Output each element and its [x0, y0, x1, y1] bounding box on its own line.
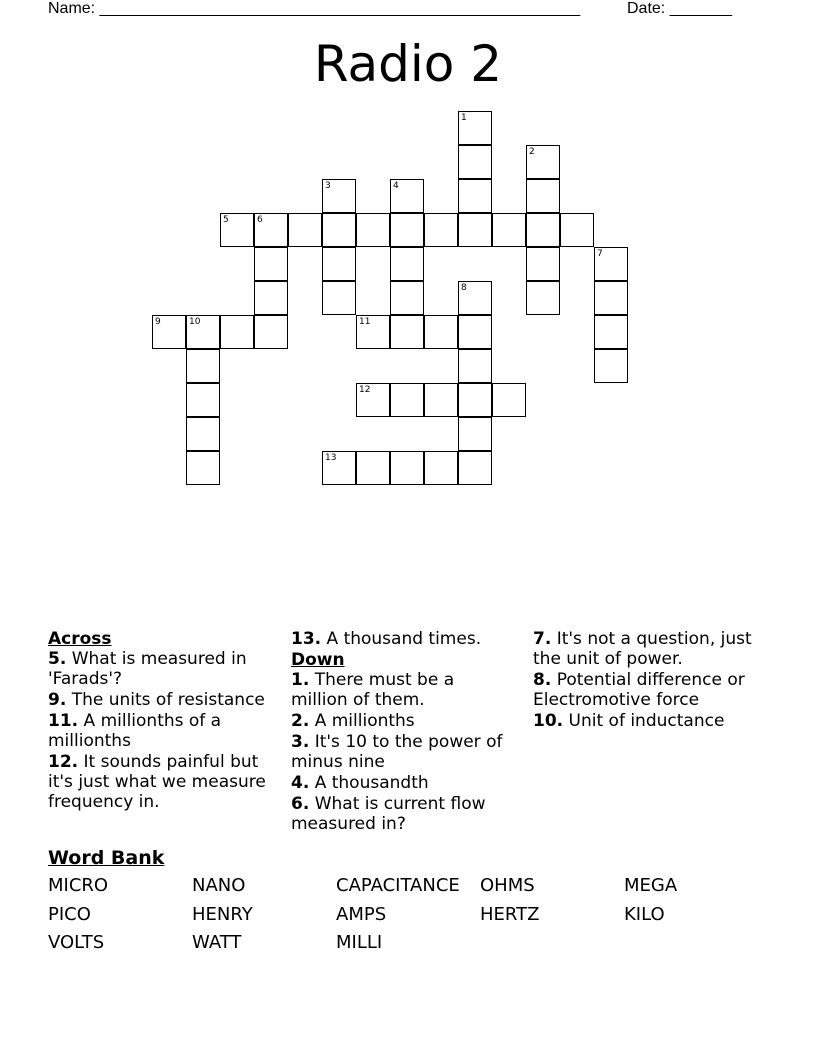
crossword-cell[interactable]	[390, 179, 424, 213]
cell-number: 11	[359, 317, 371, 327]
cell-number: 8	[461, 283, 467, 293]
crossword-cell[interactable]	[322, 179, 356, 213]
crossword-cell[interactable]	[458, 383, 492, 417]
crossword-cell[interactable]	[594, 247, 628, 281]
crossword-cell[interactable]	[322, 247, 356, 281]
word-bank-word: AMPS	[336, 904, 387, 925]
cell-number: 6	[257, 215, 263, 225]
crossword-cell[interactable]	[594, 281, 628, 315]
crossword-cell[interactable]	[254, 281, 288, 315]
down-heading: Down	[291, 650, 345, 670]
word-bank-word: KILO	[624, 904, 665, 925]
crossword-cell[interactable]	[288, 213, 322, 247]
crossword-cell[interactable]	[458, 315, 492, 349]
word-bank-word: OHMS	[480, 875, 535, 896]
across-clue-12: 12. It sounds painful but it's just what we measure frequency in.	[48, 752, 266, 812]
word-bank-word: MILLI	[336, 932, 383, 953]
cell-number: 12	[359, 385, 371, 395]
crossword-cell[interactable]	[458, 281, 492, 315]
crossword-cell[interactable]	[356, 451, 390, 485]
crossword-cell[interactable]	[594, 349, 628, 383]
crossword-cell[interactable]	[390, 281, 424, 315]
word-bank-word: HERTZ	[480, 904, 540, 925]
down-clue-8: 8. Potential difference or Electromotive force	[533, 670, 745, 710]
crossword-cell[interactable]	[186, 315, 220, 349]
word-bank-word: NANO	[192, 875, 246, 896]
crossword-cell[interactable]	[186, 349, 220, 383]
across-clue-11: 11. A millionths of a millionths	[48, 711, 222, 751]
cell-number: 2	[529, 147, 535, 157]
crossword-cell[interactable]	[254, 315, 288, 349]
cell-number: 7	[597, 249, 603, 259]
word-bank-word: PICO	[48, 904, 91, 925]
crossword-cell[interactable]	[458, 179, 492, 213]
cell-number: 4	[393, 181, 399, 191]
crossword-cell[interactable]	[458, 451, 492, 485]
cell-number: 9	[155, 317, 161, 327]
down-clue-1: 1. There must be a million of them.	[291, 670, 455, 710]
word-bank-word: MEGA	[624, 875, 678, 896]
crossword-cell[interactable]	[390, 383, 424, 417]
crossword-cell[interactable]	[186, 451, 220, 485]
down-clue-6: 6. What is current flow measured in?	[291, 794, 486, 834]
word-bank-word: WATT	[192, 932, 242, 953]
cell-number: 5	[223, 215, 229, 225]
crossword-cell[interactable]	[424, 383, 458, 417]
crossword-cell[interactable]	[526, 281, 560, 315]
crossword-cell[interactable]	[152, 315, 186, 349]
across-clue-5: 5. What is measured in 'Farads'?	[48, 649, 247, 689]
down-clue-2: 2. A millionths	[291, 711, 415, 731]
crossword-cell[interactable]	[526, 247, 560, 281]
across-clue-13: 13. A thousand times.	[291, 629, 482, 649]
word-bank-word: CAPACITANCE	[336, 875, 460, 896]
crossword-cell[interactable]	[390, 315, 424, 349]
across-clue-9: 9. The units of resistance	[48, 690, 265, 710]
down-clue-7: 7. It's not a question, just the unit of power.	[533, 629, 752, 669]
crossword-cell[interactable]	[458, 349, 492, 383]
crossword-cell[interactable]	[322, 281, 356, 315]
crossword-cell[interactable]	[458, 111, 492, 145]
page-title: Radio 2	[313, 35, 503, 93]
crossword-cell[interactable]	[458, 145, 492, 179]
crossword-cell[interactable]	[220, 213, 254, 247]
crossword-cell[interactable]	[526, 145, 560, 179]
crossword-cell[interactable]	[594, 315, 628, 349]
cell-number: 10	[189, 317, 201, 327]
word-bank-heading: Word Bank	[48, 847, 165, 869]
name-line: Name: ______________________________________________________	[48, 0, 581, 17]
crossword-cell[interactable]	[254, 213, 288, 247]
crossword-cell[interactable]	[186, 417, 220, 451]
crossword-cell[interactable]	[356, 383, 390, 417]
crossword-cell[interactable]	[390, 247, 424, 281]
cell-number: 13	[325, 453, 337, 463]
crossword-cell[interactable]	[458, 213, 492, 247]
crossword-cell[interactable]	[322, 213, 356, 247]
crossword-cell[interactable]	[526, 213, 560, 247]
cell-number: 1	[461, 113, 467, 123]
word-bank-word: HENRY	[192, 904, 253, 925]
crossword-cell[interactable]	[186, 383, 220, 417]
crossword-cell[interactable]	[322, 451, 356, 485]
down-clue-3: 3. It's 10 to the power of minus nine	[291, 732, 503, 772]
crossword-cell[interactable]	[220, 315, 254, 349]
down-clue-4: 4. A thousandth	[291, 773, 429, 793]
crossword-cell[interactable]	[492, 213, 526, 247]
clues-column-3	[533, 629, 773, 732]
clues-column-1	[48, 629, 283, 813]
crossword-cell[interactable]	[254, 247, 288, 281]
crossword-cell[interactable]	[424, 315, 458, 349]
clues-column-2	[291, 629, 516, 835]
crossword-cell[interactable]	[526, 179, 560, 213]
crossword-cell[interactable]	[356, 315, 390, 349]
crossword-cell[interactable]	[390, 213, 424, 247]
down-clue-10: 10. Unit of inductance	[533, 711, 725, 731]
date-line: Date: _______	[627, 0, 732, 17]
crossword-cell[interactable]	[390, 451, 424, 485]
crossword-cell[interactable]	[458, 417, 492, 451]
across-heading: Across	[48, 629, 112, 649]
word-bank-word: VOLTS	[48, 932, 105, 953]
crossword-cell[interactable]	[424, 451, 458, 485]
cell-number: 3	[325, 181, 331, 191]
crossword-cell[interactable]	[424, 213, 458, 247]
crossword-cell[interactable]	[560, 213, 594, 247]
crossword-cell[interactable]	[356, 213, 390, 247]
word-bank-word: MICRO	[48, 875, 109, 896]
crossword-cell[interactable]	[492, 383, 526, 417]
